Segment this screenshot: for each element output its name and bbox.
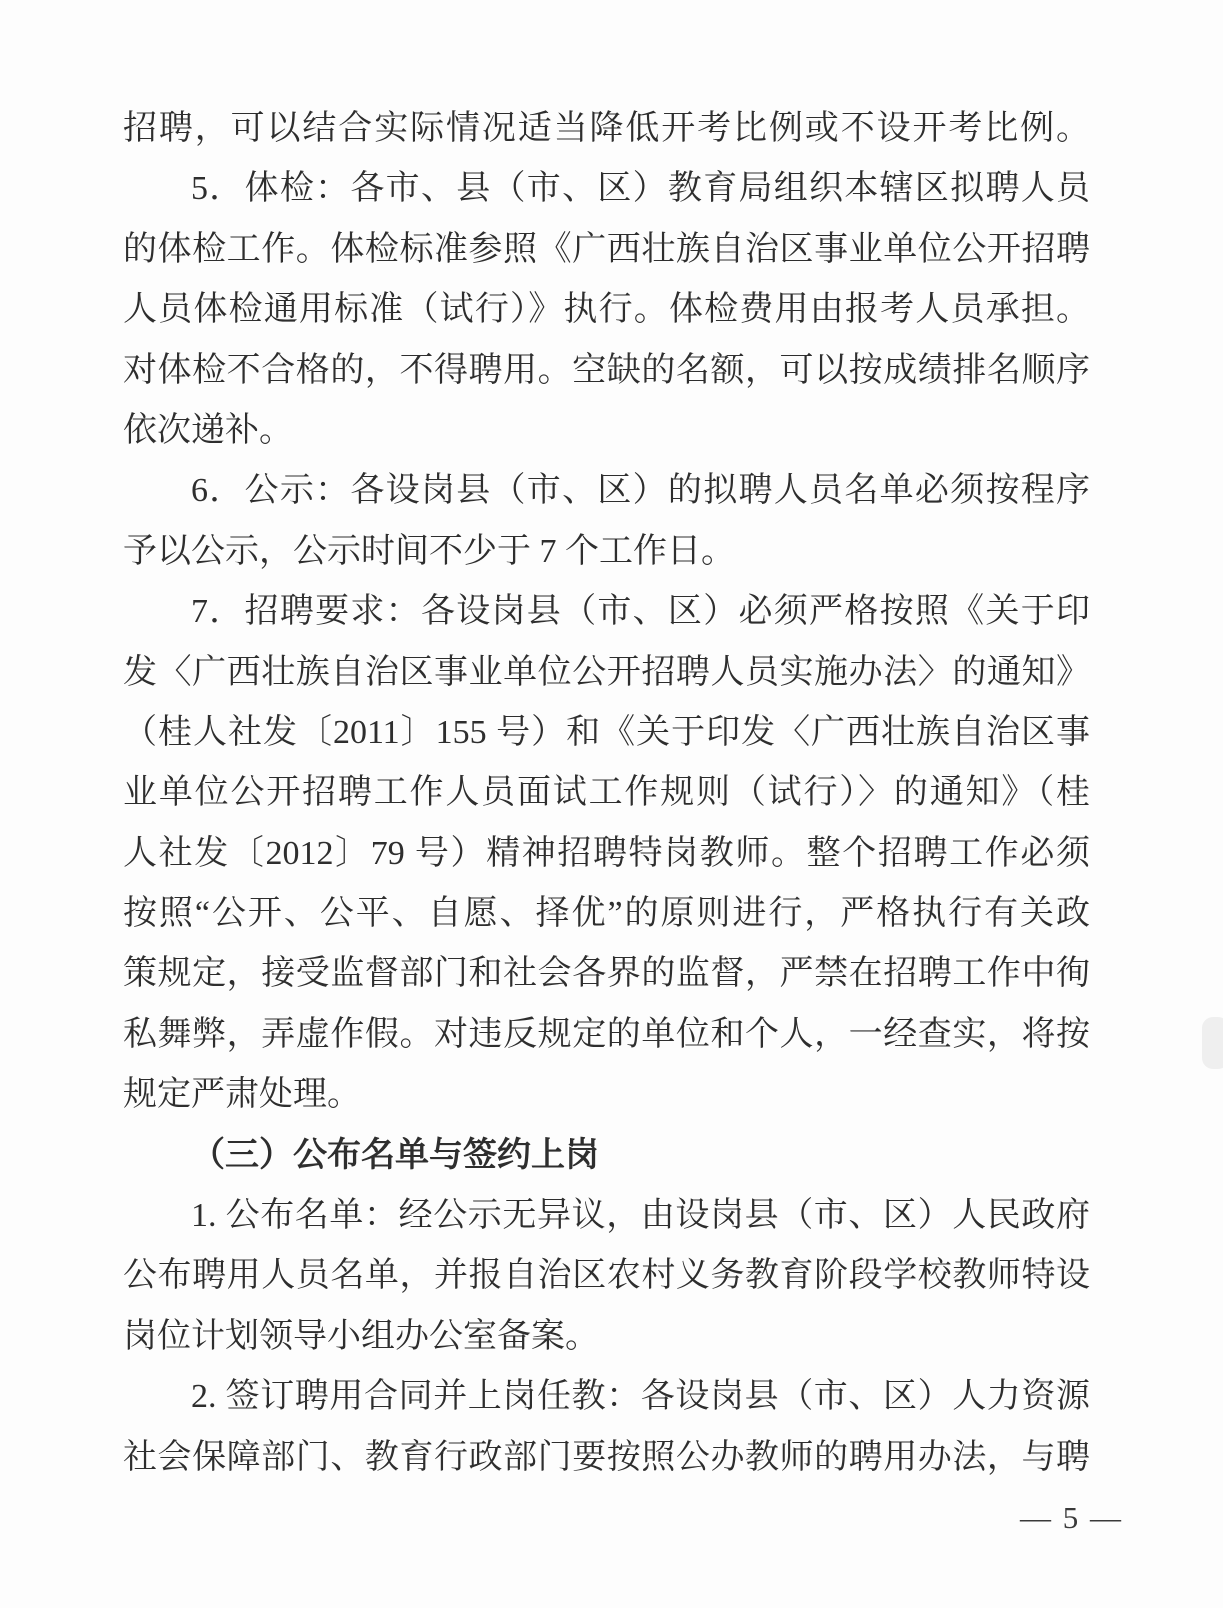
text-line: 私舞弊，弄虚作假。对违反规定的单位和个人，一经查实，将按 xyxy=(123,1015,1090,1053)
text-line: 发〈广西壮族自治区事业单位公开招聘人员实施办法〉的通知》 xyxy=(123,653,1090,691)
text-line: 的体检工作。体检标准参照《广西壮族自治区事业单位公开招聘 xyxy=(123,230,1090,268)
text-line: 策规定，接受监督部门和社会各界的监督，严禁在招聘工作中徇 xyxy=(123,955,1090,993)
document-body xyxy=(123,99,1090,1488)
text-line: 岗位计划领导小组办公室备案。 xyxy=(123,1317,599,1355)
section-heading: （三）公布名单与签约上岗 xyxy=(191,1136,599,1174)
text-line: 对体检不合格的，不得聘用。空缺的名额，可以按成绩排名顺序 xyxy=(123,351,1090,389)
text-line: 业单位公开招聘工作人员面试工作规则（试行）〉的通知》（桂 xyxy=(123,774,1090,812)
scrollbar-thumb[interactable] xyxy=(1202,1017,1223,1069)
text-line: 1. 公布名单：经公示无异议，由设岗县（市、区）人民政府 xyxy=(191,1197,1090,1235)
text-line: 5．体检：各市、县（市、区）教育局组织本辖区拟聘人员 xyxy=(191,170,1090,208)
text-line: 招聘，可以结合实际情况适当降低开考比例或不设开考比例。 xyxy=(123,110,1090,147)
text-line: 依次递补。 xyxy=(123,411,293,449)
text-line: （桂人社发〔2011〕155 号）和《关于印发〈广西壮族自治区事 xyxy=(123,713,1090,751)
text-line: 公布聘用人员名单，并报自治区农村义务教育阶段学校教师特设 xyxy=(123,1257,1090,1295)
text-line: 规定严肃处理。 xyxy=(123,1076,361,1114)
text-line: 人社发〔2012〕79 号）精神招聘特岗教师。整个招聘工作必须 xyxy=(123,834,1090,872)
text-line: 6．公示：各设岗县（市、区）的拟聘人员名单必须按程序 xyxy=(191,472,1090,510)
text-line: 予以公示，公示时间不少于 7 个工作日。 xyxy=(123,532,735,570)
text-line: 社会保障部门、教育行政部门要按照公办教师的聘用办法，与聘 xyxy=(123,1438,1090,1476)
text-line: 按照“公开、公平、自愿、择优”的原则进行，严格执行有关政 xyxy=(123,895,1090,933)
page-number: — 5 — xyxy=(1020,1500,1123,1535)
text-line: 2. 签订聘用合同并上岗任教：各设岗县（市、区）人力资源 xyxy=(191,1378,1090,1416)
text-line: 7．招聘要求：各设岗县（市、区）必须严格按照《关于印 xyxy=(191,593,1090,631)
text-line: 人员体检通用标准（试行）》执行。体检费用由报考人员承担。 xyxy=(123,291,1090,329)
